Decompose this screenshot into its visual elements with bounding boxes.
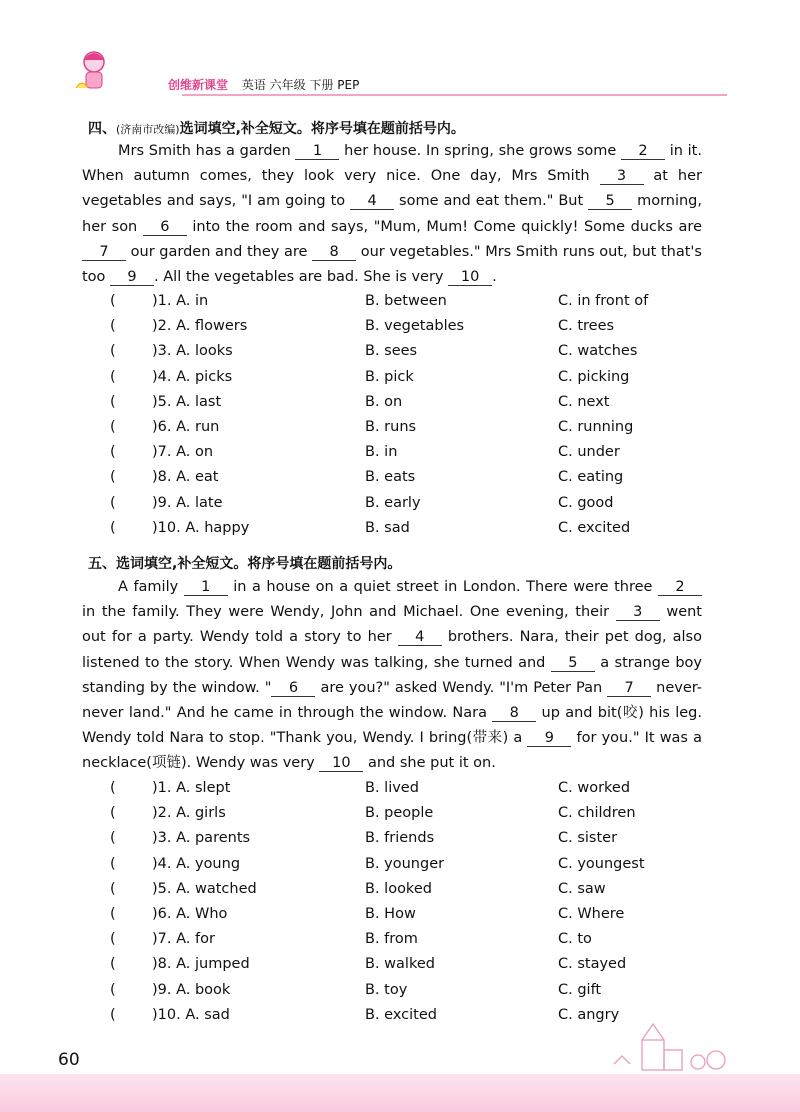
option-a: )5. A. watched: [152, 880, 257, 897]
page-header: [72, 48, 732, 100]
option-a: )1. A. slept: [152, 780, 231, 796]
header-divider: [182, 94, 727, 96]
castle-decoration-icon: [612, 1020, 732, 1072]
option-c: C. picking: [558, 368, 630, 385]
answer-blank: 8: [492, 705, 536, 722]
option-b: B. sees: [365, 343, 418, 360]
question-row: [110, 826, 710, 851]
passage-text: our vegetables." Mrs Smith runs out, but that's too: [82, 243, 702, 286]
section-title: 五、选词填空,补全短文。将序号填在题前括号内。: [88, 556, 402, 572]
passage-text: . All the vegetables are bad. She is very: [154, 269, 449, 286]
option-b: B. in: [365, 444, 398, 461]
answer-blank: 6: [271, 680, 315, 697]
book-info: 英语 六年级 下册 PEP: [241, 78, 360, 92]
answer-bracket: (: [110, 931, 116, 948]
option-c: C. next: [558, 393, 610, 410]
answer-bracket: (: [110, 1006, 116, 1023]
option-c: C. running: [558, 418, 634, 435]
option-b: B. younger: [365, 855, 445, 872]
option-b: B. sad: [365, 519, 410, 536]
option-c: C. under: [558, 444, 620, 461]
answer-blank: 5: [551, 655, 595, 672]
option-a: )1. A. in: [152, 293, 209, 309]
option-b: B. How: [365, 905, 416, 922]
question-row: [110, 952, 710, 977]
answer-blank: 10: [448, 269, 492, 286]
question-row: [110, 365, 710, 390]
answer-bracket: (: [110, 393, 116, 410]
option-b: B. walked: [365, 956, 435, 973]
answer-bracket: (: [110, 343, 116, 360]
option-c: C. gift: [558, 981, 602, 998]
brand-title: 创维新课堂: [168, 78, 229, 92]
passage-text: up and bit(咬) his leg. Wendy told Nara to stop. "Thank you, Wendy. I bring(带来) a: [82, 705, 702, 747]
passage-text: in the family. They were Wendy, John and Michael. One evening, their: [82, 604, 616, 621]
question-row: [110, 877, 710, 902]
option-c: C. youngest: [558, 855, 645, 872]
options-list: [110, 289, 710, 541]
answer-bracket: (: [110, 318, 116, 335]
question-row: [110, 465, 710, 490]
answer-blank: 8: [312, 244, 356, 261]
answer-bracket: (: [110, 418, 116, 435]
question-row: [110, 339, 710, 364]
answer-blank: 4: [398, 629, 442, 646]
passage-text: into the room and says, "Mum, Mum! Come quickly! Some ducks are: [186, 218, 702, 235]
option-a: )3. A. looks: [152, 343, 233, 360]
option-b: B. people: [365, 805, 434, 822]
option-a: )2. A. girls: [152, 805, 226, 822]
option-c: C. angry: [558, 1006, 620, 1023]
option-b: B. toy: [365, 981, 408, 998]
passage-text: at her vegetables and says, "I am going to: [82, 168, 702, 210]
option-b: B. on: [365, 393, 403, 410]
answer-blank: 1: [295, 143, 339, 160]
passage-text: her house. In spring, she grows some: [339, 143, 622, 159]
question-row: [110, 440, 710, 465]
answer-blank: 4: [350, 193, 394, 210]
passage-text: our garden and they are: [126, 243, 313, 260]
answer-bracket: (: [110, 880, 116, 897]
option-c: C. to: [558, 931, 592, 948]
option-b: B. eats: [365, 469, 416, 486]
footer-band: [0, 1074, 800, 1112]
answer-bracket: (: [110, 981, 116, 998]
question-row: [110, 491, 710, 516]
question-row: [110, 801, 710, 826]
passage: [82, 139, 702, 290]
passage-text: in it. When autumn comes, they look very nice. One day, Mrs Smith: [82, 143, 702, 185]
option-a: )7. A. on: [152, 444, 214, 461]
passage-text: went out for a party. Wendy told a story to her: [82, 604, 702, 646]
instruction: 选词填空,补全短文。将序号填在题前括号内。: [179, 121, 465, 137]
answer-bracket: (: [110, 855, 116, 872]
answer-bracket: (: [110, 494, 116, 511]
option-c: C. worked: [558, 780, 631, 796]
question-row: [110, 415, 710, 440]
option-b: B. lived: [365, 780, 419, 796]
answer-blank: 9: [110, 269, 154, 286]
answer-bracket: (: [110, 830, 116, 847]
option-a: )3. A. parents: [152, 830, 251, 847]
passage: [82, 575, 702, 777]
option-c: C. saw: [558, 880, 606, 897]
answer-blank: 7: [82, 244, 126, 261]
option-a: )6. A. Who: [152, 905, 228, 922]
question-row: [110, 289, 710, 314]
option-a: )9. A. book: [152, 981, 231, 998]
passage-text: a strange boy standing by the window. ": [82, 654, 702, 696]
cartoon-girl-icon: [72, 48, 116, 96]
answer-blank: 6: [143, 219, 187, 236]
section-title: 四、(济南市改编)选词填空,补全短文。将序号填在题前括号内。: [88, 121, 465, 137]
answer-blank: 3: [600, 168, 644, 185]
option-c: C. watches: [558, 343, 638, 360]
passage-text: Mrs Smith has a garden: [118, 143, 296, 159]
option-c: C. eating: [558, 469, 624, 486]
question-row: [110, 516, 710, 541]
passage-text: for you." It was a necklace(项链). Wendy was very: [82, 730, 702, 772]
option-a: )10. A. sad: [152, 1006, 230, 1023]
answer-bracket: (: [110, 519, 116, 536]
answer-bracket: (: [110, 469, 116, 486]
passage-text: morning, her son: [82, 193, 702, 235]
option-b: B. runs: [365, 418, 417, 435]
answer-bracket: (: [110, 956, 116, 973]
option-b: B. from: [365, 931, 418, 948]
answer-bracket: (: [110, 368, 116, 385]
option-a: )6. A. run: [152, 418, 220, 435]
passage-text: A family: [118, 579, 184, 595]
option-c: C. children: [558, 805, 636, 822]
source-note: (济南市改编): [116, 123, 180, 136]
answer-bracket: (: [110, 805, 116, 822]
option-a: )9. A. late: [152, 494, 223, 511]
question-row: [110, 902, 710, 927]
answer-blank: 5: [588, 193, 632, 210]
option-a: )5. A. last: [152, 393, 222, 410]
question-row: [110, 390, 710, 415]
question-row: [110, 314, 710, 339]
passage-text: are you?" asked Wendy. "I'm Peter Pan: [315, 679, 608, 696]
option-b: B. early: [365, 494, 421, 511]
option-b: B. looked: [365, 880, 432, 897]
option-b: B. between: [365, 293, 447, 309]
answer-blank: 1: [184, 579, 228, 596]
answer-bracket: (: [110, 905, 116, 922]
passage-text: never-never land." And he came in through the window. Nara: [82, 679, 703, 722]
option-a: )8. A. eat: [152, 469, 219, 486]
question-row: [110, 927, 710, 952]
option-b: B. vegetables: [365, 318, 465, 335]
option-c: C. good: [558, 494, 614, 511]
option-c: C. excited: [558, 519, 631, 536]
option-c: C. in front of: [558, 293, 649, 309]
passage-text: .: [492, 269, 497, 286]
option-b: B. excited: [365, 1006, 437, 1023]
option-b: B. friends: [365, 830, 435, 847]
instruction: 选词填空,补全短文。将序号填在题前括号内。: [116, 556, 402, 572]
answer-blank: 2: [621, 143, 665, 160]
option-b: B. pick: [365, 368, 414, 385]
option-a: )2. A. flowers: [152, 318, 248, 335]
answer-bracket: (: [110, 780, 116, 796]
option-c: C. stayed: [558, 956, 627, 973]
answer-bracket: (: [110, 293, 116, 309]
question-row: [110, 776, 710, 801]
option-a: )4. A. picks: [152, 368, 233, 385]
answer-bracket: (: [110, 444, 116, 461]
answer-blank: 3: [616, 604, 660, 621]
option-c: C. sister: [558, 830, 618, 847]
answer-blank: 10: [319, 755, 363, 772]
passage-text: brothers. Nara, their pet dog, also listened to the story. When Wendy was talking, she turned and: [82, 629, 702, 671]
option-c: C. trees: [558, 318, 615, 335]
question-row: [110, 852, 710, 877]
answer-blank: 9: [527, 730, 571, 747]
option-a: )8. A. jumped: [152, 956, 250, 973]
answer-blank: 2: [658, 579, 702, 596]
passage-text: some and eat them." But: [394, 193, 589, 210]
option-a: )7. A. for: [152, 931, 215, 948]
question-row: [110, 978, 710, 1003]
option-c: C. Where: [558, 905, 625, 922]
option-a: )10. A. happy: [152, 519, 250, 536]
options-list: [110, 776, 710, 1028]
page-number: 60: [58, 1050, 80, 1070]
option-a: )4. A. young: [152, 855, 241, 872]
answer-blank: 7: [607, 680, 651, 697]
passage-text: in a house on a quiet street in London. There were three: [227, 579, 658, 595]
passage-text: and she put it on.: [363, 755, 496, 772]
